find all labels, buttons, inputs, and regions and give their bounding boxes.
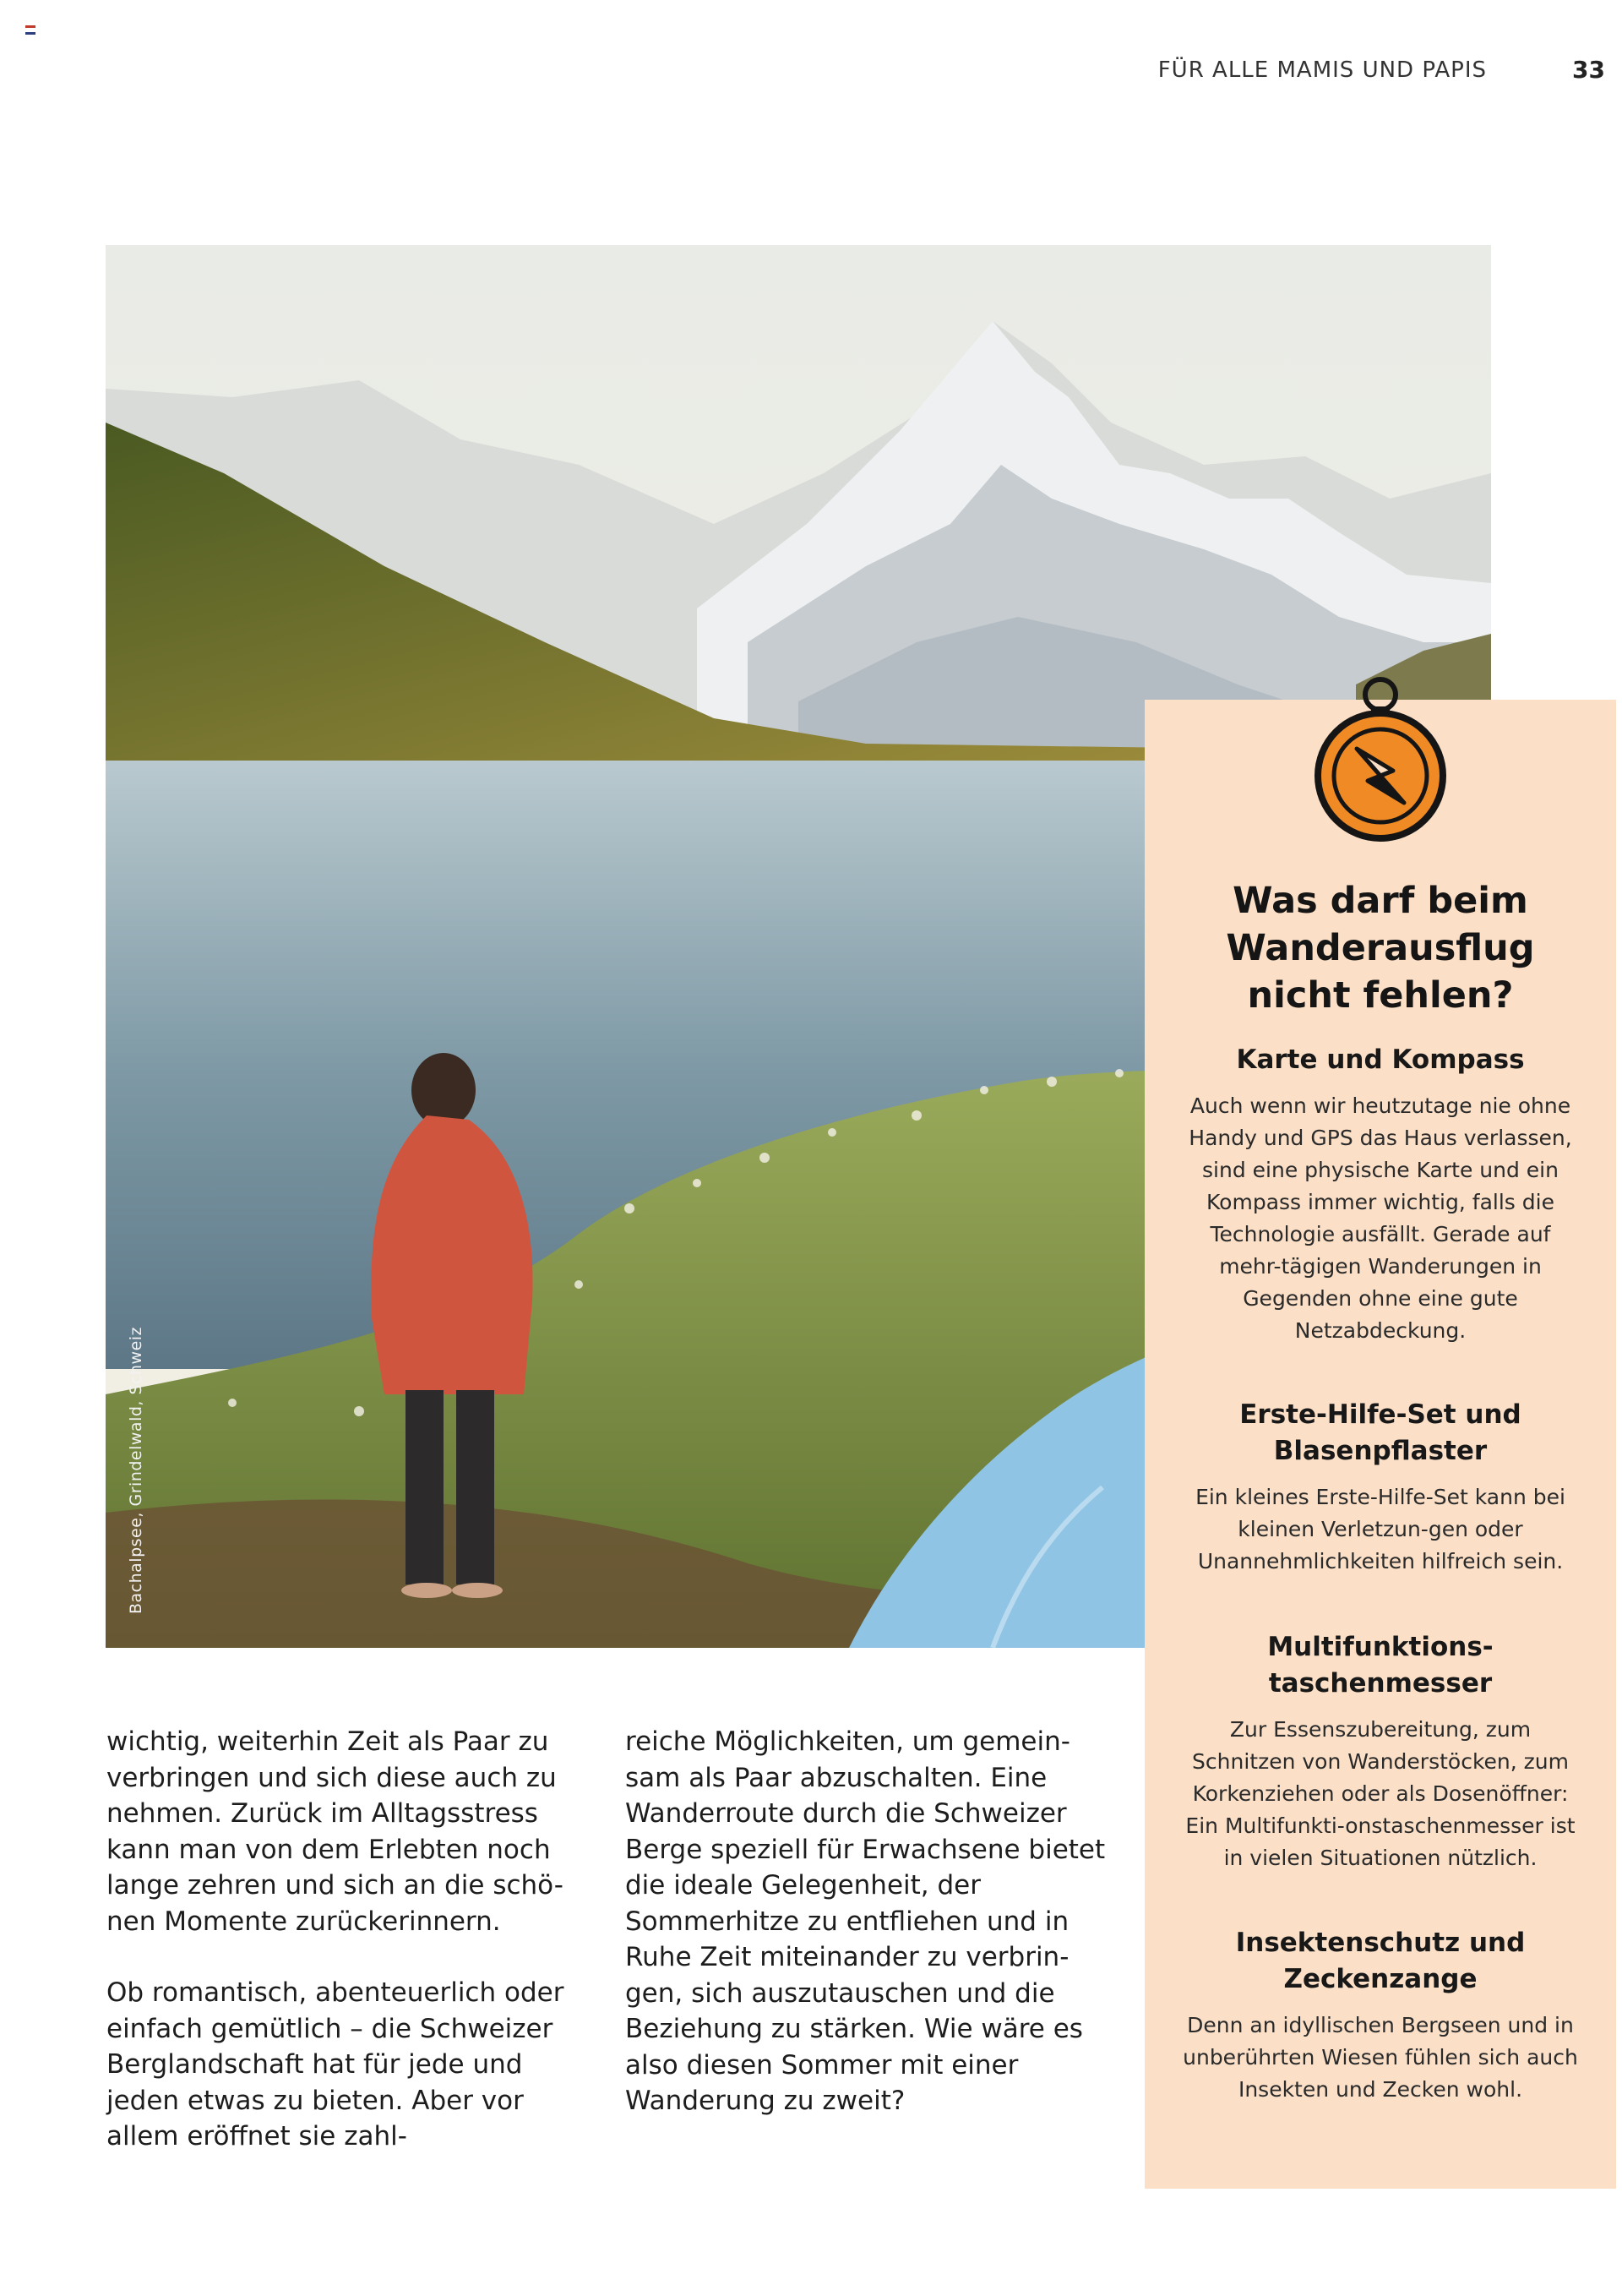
body-paragraph: reiche Möglichkeiten, um gemein-sam als Paar abzuschalten. Eine Wanderroute durch die Schweizer Berge speziell für Erwachsene bietet die ideale Gelegenheit, der Sommerhitze zu entfliehen und in Ruhe Zeit miteinander zu verbrin-gen, sich auszutauschen und die Beziehung zu stärken. Wie wäre es also diesen Sommer mit einer Wanderung zu zweit?	[625, 1726, 1106, 2116]
section-heading: Erste-Hilfe-Set und Blasenpflaster	[1239, 1399, 1521, 1466]
section-heading: Multifunktions-taschenmesser	[1267, 1632, 1494, 1699]
flag-icon	[25, 25, 35, 35]
section-text: Ein kleines Erste-Hilfe-Set kann bei kleinen Verletzun-gen oder Unannehmlichkeiten hilfreich sein.	[1195, 1485, 1565, 1573]
checklist-sidebar	[1145, 700, 1616, 2189]
sidebar-section	[1178, 1925, 1582, 2106]
sidebar-section	[1178, 1042, 1582, 1347]
sidebar-section	[1178, 1397, 1582, 1578]
section-text: Auch wenn wir heutzutage nie ohne Handy und GPS das Haus verlassen, sind eine physische Karte und ein Kompass immer wichtig, falls die Technologie ausfällt. Gerade auf mehr-tägigen Wanderungen in Gegenden ohne eine gute Netzabdeckung.	[1189, 1093, 1572, 1343]
section-text: Zur Essenszubereitung, zum Schnitzen von Wanderstöcken, zum Korkenziehen oder als Dosenöffner: Ein Multifunkti-onstaschenmesser ist in vielen Situationen nützlich.	[1185, 1717, 1576, 1870]
compass-icon	[1309, 676, 1452, 845]
body-paragraph: wichtig, weiterhin Zeit als Paar zu verbringen und sich diese auch zu nehmen. Zurück im Alltagsstress kann man von dem Erlebten noch lange zehren und sich an die schö-nen Momente zurückerinnern.	[106, 1726, 563, 1937]
body-column-right	[625, 1724, 1107, 2155]
page-number: 33	[1572, 56, 1605, 84]
section-heading: Karte und Kompass	[1236, 1044, 1525, 1075]
section-heading: Insektenschutz und Zeckenzange	[1235, 1928, 1526, 1994]
photo-credit: Bachalpsee, Grindelwald, Schweiz	[127, 1326, 145, 1614]
sidebar-section	[1178, 1629, 1582, 1874]
body-paragraph: Ob romantisch, abenteuerlich oder einfach gemütlich – die Schweizer Berglandschaft hat für jede und jeden etwas zu bieten. Aber vor allem eröffnet sie zahl-	[106, 1977, 564, 2151]
body-column-left	[106, 1724, 580, 2190]
running-header: FÜR ALLE MAMIS UND PAPIS	[1157, 57, 1487, 83]
sidebar-title: Was darf beim Wanderausflug nicht fehlen?	[1226, 880, 1535, 1017]
section-text: Denn an idyllischen Bergseen und in unberührten Wiesen fühlen sich auch Insekten und Zecken wohl.	[1183, 2013, 1578, 2102]
